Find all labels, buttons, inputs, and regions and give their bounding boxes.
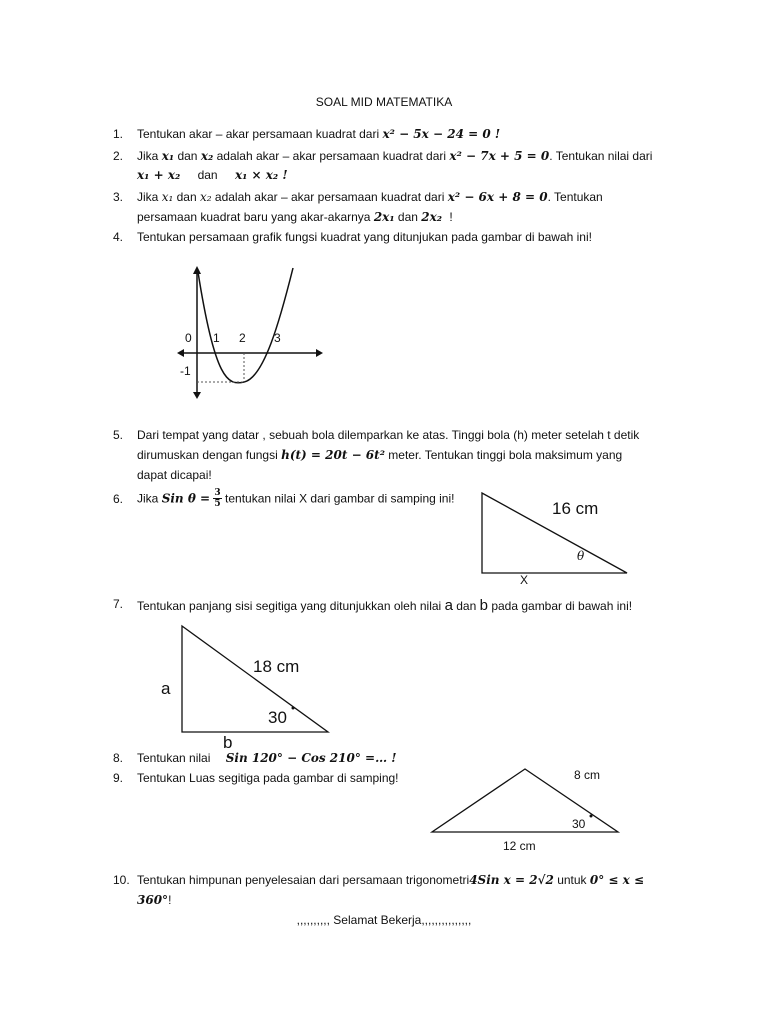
q10-interval: 0° ≤ x ≤ bbox=[589, 873, 645, 887]
q3-number: 3. bbox=[113, 190, 124, 204]
q6-number: 6. bbox=[113, 492, 124, 506]
q3-suffix: . Tentukan bbox=[547, 190, 603, 204]
q7-b: b bbox=[479, 597, 488, 614]
q2-suffix: . Tentukan nilai dari bbox=[549, 149, 653, 163]
q6-jika: Jika bbox=[137, 491, 159, 506]
page-title: SOAL MID MATEMATIKA bbox=[315, 95, 453, 109]
q2-prompt: adalah akar – akar persamaan kuadrat dari bbox=[216, 149, 447, 163]
triangle-q7-hyp-label: 18 cm bbox=[253, 657, 300, 676]
triangle-q7-b-label: b bbox=[223, 733, 233, 752]
triangle-q7-a-label: a bbox=[161, 679, 171, 698]
x-axis-arrow-left bbox=[177, 349, 184, 357]
q3-line2-dan: dan bbox=[397, 210, 418, 224]
q3-end: ! bbox=[449, 210, 453, 224]
q3-equation: x² − 6x + 8 = 0 bbox=[447, 190, 548, 204]
q6-prompt: tentukan nilai X dari gambar di samping ini! bbox=[225, 491, 455, 506]
label-0: 0 bbox=[185, 331, 192, 345]
x-axis-arrow-right bbox=[316, 349, 323, 357]
q3-prompt: adalah akar – akar persamaan kuadrat dari bbox=[214, 190, 445, 204]
q6-sin-theta: Sin θ = bbox=[161, 491, 211, 506]
triangle-q7-shape bbox=[182, 626, 328, 732]
q5-line3: dapat dicapai! bbox=[137, 468, 212, 482]
q5-line1: Dari tempat yang datar , sebuah bola dilemparkan ke atas. Tinggi bola (h) meter setelah t detik bbox=[137, 428, 640, 442]
parabola-curve bbox=[198, 268, 293, 383]
q3-x1: x₁ bbox=[161, 190, 174, 204]
q10-end: ! bbox=[168, 893, 172, 907]
q2-x1: x₁ bbox=[161, 149, 175, 163]
triangle-q9-base-label: 12 cm bbox=[503, 839, 536, 853]
triangle-q6 bbox=[470, 488, 640, 588]
label-1: 1 bbox=[213, 331, 220, 345]
triangle-q7 bbox=[150, 622, 350, 752]
q9-number: 9. bbox=[113, 771, 124, 785]
q4-number: 4. bbox=[113, 230, 124, 244]
q5-line2 bbox=[137, 448, 622, 462]
q2-text bbox=[137, 149, 652, 163]
q6-frac-den: 5 bbox=[214, 499, 221, 509]
q2-jika: Jika bbox=[137, 149, 159, 163]
y-axis-arrow-up bbox=[193, 266, 201, 274]
triangle-q6-hyp-label: 16 cm bbox=[552, 499, 599, 518]
q10-prompt: Tentukan himpunan penyelesaian dari persamaan trigonometri bbox=[137, 873, 470, 887]
q5-function: h(t) = 20t − 6t² bbox=[281, 448, 385, 462]
q5-line2-suffix: meter. Tentukan tinggi bola maksimum yang bbox=[388, 448, 623, 462]
q9-text: Tentukan Luas segitiga pada gambar di samping! bbox=[137, 771, 399, 785]
q2-x2: x₂ bbox=[200, 149, 214, 163]
q7-prompt: Tentukan panjang sisi segitiga yang ditunjukkan oleh nilai bbox=[137, 599, 442, 613]
closing-text: ,,,,,,,,,, Selamat Bekerja,,,,,,,,,,,,,,, bbox=[296, 913, 472, 927]
triangle-q9-angle-label: 30 bbox=[572, 817, 586, 831]
q3-root2: 2x₂ bbox=[421, 210, 443, 224]
q2-mid: dan bbox=[197, 168, 218, 182]
q3-dan: dan bbox=[176, 190, 197, 204]
q7-a: a bbox=[444, 597, 453, 614]
q5-line2-prefix: dirumuskan dengan fungsi bbox=[137, 448, 278, 462]
q10-line2 bbox=[137, 893, 171, 907]
q1-prompt: Tentukan akar – akar persamaan kuadrat dari bbox=[137, 127, 380, 141]
triangle-q7-angle-label: 30 bbox=[268, 708, 287, 727]
q2-line2 bbox=[137, 168, 288, 182]
q8-expression: Sin 120° − Cos 210° =… ! bbox=[225, 751, 397, 765]
triangle-q6-base-label: X bbox=[520, 573, 529, 587]
q4-text: Tentukan persamaan grafik fungsi kuadrat yang ditunjukan pada gambar di bawah ini! bbox=[137, 230, 592, 244]
q2-sum-expr: x₁ + x₂ bbox=[137, 168, 181, 182]
q2-dan: dan bbox=[177, 149, 198, 163]
q7-text bbox=[137, 597, 632, 614]
q8-number: 8. bbox=[113, 751, 124, 765]
q10-text bbox=[137, 873, 644, 887]
q6-frac-num: 3 bbox=[214, 488, 221, 498]
label-3: 3 bbox=[274, 331, 281, 345]
q2-equation: x² − 7x + 5 = 0 bbox=[449, 149, 550, 163]
label-2: 2 bbox=[239, 331, 246, 345]
parabola-graph bbox=[170, 260, 330, 400]
q8-text bbox=[137, 751, 397, 765]
q1-equation: x² − 5x − 24 = 0 ! bbox=[382, 127, 501, 141]
q8-prompt: Tentukan nilai bbox=[137, 751, 211, 765]
q1-text bbox=[137, 127, 500, 141]
triangle-q7-angle-dot bbox=[292, 707, 295, 710]
triangle-q9-angle-dot bbox=[590, 815, 593, 818]
q10-untuk: untuk bbox=[557, 873, 587, 887]
q2-product-expr: x₁ × x₂ ! bbox=[234, 168, 288, 182]
label-neg1: -1 bbox=[180, 364, 191, 378]
q3-x2: x₂ bbox=[199, 190, 212, 204]
triangle-q9-side-label: 8 cm bbox=[574, 768, 601, 782]
q1-number: 1. bbox=[113, 127, 124, 141]
q10-number: 10. bbox=[113, 873, 130, 887]
triangle-q6-angle-label: θ bbox=[577, 549, 585, 563]
q3-jika: Jika bbox=[137, 190, 159, 204]
q3-root1: 2x₁ bbox=[373, 210, 395, 224]
q10-upper-bound: 360° bbox=[137, 893, 169, 907]
q5-number: 5. bbox=[113, 428, 124, 442]
q3-text bbox=[137, 190, 603, 204]
q7-number: 7. bbox=[113, 597, 124, 611]
q6-fraction bbox=[213, 488, 221, 509]
q7-dan: dan bbox=[456, 599, 477, 613]
q6-text bbox=[137, 488, 454, 509]
y-axis-arrow-down bbox=[193, 392, 201, 399]
q3-line2 bbox=[137, 210, 453, 224]
q3-line2-text: persamaan kuadrat baru yang akar-akarnya bbox=[137, 210, 371, 224]
q2-number: 2. bbox=[113, 149, 124, 163]
q7-suffix: pada gambar di bawah ini! bbox=[491, 599, 633, 613]
q10-equation: 4Sin x = 2√2 bbox=[469, 873, 554, 887]
triangle-q9 bbox=[425, 764, 635, 859]
